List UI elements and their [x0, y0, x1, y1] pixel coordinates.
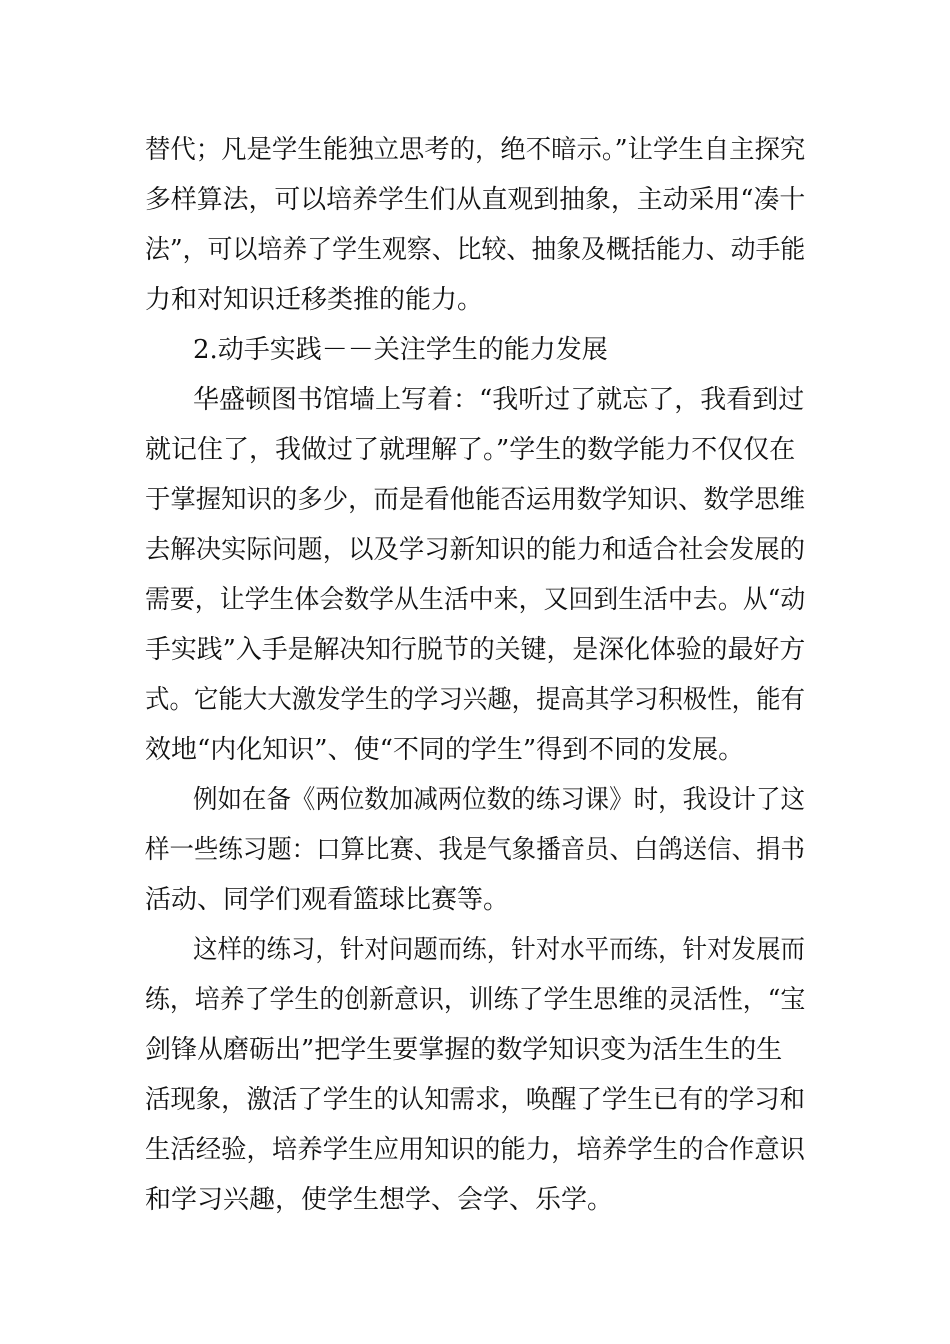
text-line-14: 例如在备《两位数加减两位数的练习课》时，我设计了这 — [193, 785, 806, 815]
section-heading: 2.动手实践－－关注学生的能力发展 — [193, 335, 608, 365]
text-line-20: 活现象，激活了学生的认知需求，唤醒了学生已有的学习和 — [145, 1085, 806, 1115]
text-line-4: 力和对知识迁移类推的能力。 — [145, 285, 484, 315]
text-line-11: 手实践”入手是解决知行脱节的关键，是深化体验的最好方 — [145, 635, 806, 665]
text-line-3: 法”，可以培养了学生观察、比较、抽象及概括能力、动手能 — [145, 235, 806, 265]
text-line-7: 就记住了，我做过了就理解了。”学生的数学能力不仅仅在 — [145, 435, 796, 465]
text-line-22: 和学习兴趣，使学生想学、会学、乐学。 — [145, 1185, 614, 1215]
text-line-15: 样一些练习题：口算比赛、我是气象播音员、白鸽送信、捐书 — [145, 835, 806, 865]
text-line-19: 剑锋从磨砺出”把学生要掌握的数学知识变为活生生的生 — [145, 1035, 783, 1065]
text-line-12: 式。它能大大激发学生的学习兴趣，提高其学习积极性，能有 — [145, 685, 806, 715]
text-line-17: 这样的练习，针对问题而练，针对水平而练，针对发展而 — [193, 935, 806, 965]
text-line-6: 华盛顿图书馆墙上写着：“我听过了就忘了，我看到过 — [193, 385, 805, 415]
text-line-9: 去解决实际问题，以及学习新知识的能力和适合社会发展的 — [145, 535, 806, 565]
text-line-16: 活动、同学们观看篮球比赛等。 — [145, 885, 510, 915]
text-line-2: 多样算法，可以培养学生们从直观到抽象，主动采用“凑十 — [145, 185, 806, 215]
text-line-8: 于掌握知识的多少，而是看他能否运用数学知识、数学思维 — [145, 485, 806, 515]
text-line-10: 需要，让学生体会数学从生活中来，又回到生活中去。从“动 — [145, 585, 806, 615]
text-line-21: 生活经验，培养学生应用知识的能力，培养学生的合作意识 — [145, 1135, 806, 1165]
text-line-18: 练，培养了学生的创新意识，训练了学生思维的灵活性，“宝 — [145, 985, 806, 1015]
text-line-13: 效地“内化知识”、使“不同的学生”得到不同的发展。 — [145, 735, 745, 765]
text-line-1: 替代；凡是学生能独立思考的，绝不暗示。”让学生自主探究 — [145, 135, 806, 165]
